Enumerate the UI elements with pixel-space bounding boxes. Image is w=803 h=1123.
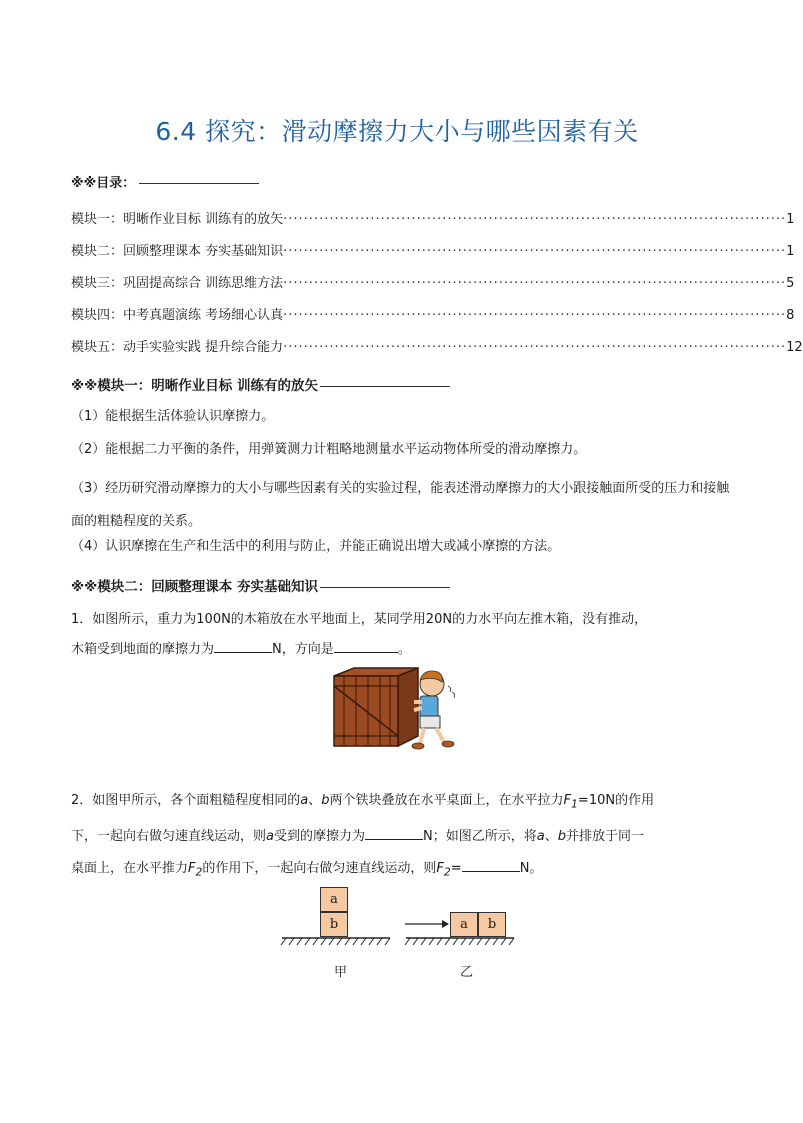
var-f2: $F_2$ xyxy=(188,860,203,879)
answer-blank-direction[interactable] xyxy=(334,638,398,653)
answer-blank-f2[interactable] xyxy=(462,857,520,872)
question-1-text: N，方向是 xyxy=(272,642,334,657)
toc-heading-text: ※※目录： xyxy=(71,176,136,191)
question-2-text: N。 xyxy=(519,860,543,876)
goal-1: （1）能根据生活体验认识摩擦力。 xyxy=(71,409,275,424)
module2-heading xyxy=(71,575,450,595)
blocks-figure xyxy=(280,885,520,980)
question-2-text: 两个铁块叠放在水平桌面上，在水平拉力 xyxy=(329,793,564,808)
figure-label-yi: 乙 xyxy=(460,965,474,980)
goal-2: （2）能根据二力平衡的条件，用弹簧测力计粗略地测量水平运动物体所受的滑动摩擦力。 xyxy=(71,442,587,457)
var-f2: $F_2$ xyxy=(436,860,451,879)
question-2-text: 的作用下，一起向右做匀速直线运动，则 xyxy=(202,860,437,876)
toc-heading-rule xyxy=(139,183,259,184)
toc-leader: ·································································································· xyxy=(283,244,787,259)
question-2-line-1 xyxy=(71,785,731,821)
ground-left xyxy=(280,937,392,947)
goal-3: （3）经历研究滑动摩擦力的大小与哪些因素有关的实验过程，能表述滑动摩擦力的大小跟接触面所受的压力和接触面的粗糙程度的关系。 xyxy=(71,481,730,529)
question-2-text: =10N的作用 xyxy=(577,793,655,808)
module1-heading-rule xyxy=(320,386,450,387)
toc-item-label: 模块二：回顾整理课本 夯实基础知识 xyxy=(71,244,284,259)
question-2 xyxy=(71,785,731,888)
question-1-text: 木箱受到地面的摩擦力为 xyxy=(71,642,215,657)
question-2-text: = xyxy=(450,860,462,876)
toc-item-label: 模块五：动手实验实践 提升综合能力 xyxy=(71,340,284,355)
block-a-stacked: a xyxy=(320,887,348,912)
question-2-line-3 xyxy=(71,853,731,889)
question-2-text: 2．如图甲所示，各个面粗糙程度相同的 xyxy=(71,793,301,808)
question-2-text: 、 xyxy=(308,793,322,808)
page-title: 6.4 探究：滑动摩擦力大小与哪些因素有关 xyxy=(155,117,639,146)
question-1-line-1: 1．如图所示，重力为100N的木箱放在水平地面上，某同学用20N的力水平向左推木箱，没有推动， xyxy=(71,612,648,627)
question-2-line-2 xyxy=(71,821,731,853)
toc-leader: ·································································································· xyxy=(283,340,787,355)
question-2-text: 并排放于同一 xyxy=(565,828,644,844)
question-1-line-2 xyxy=(71,635,731,665)
toc-item-page: 1 xyxy=(786,212,795,227)
block-b-side: b xyxy=(478,912,506,937)
toc-item-label: 模块四：中考真题演练 考场细心认真 xyxy=(71,308,284,323)
answer-blank-friction[interactable] xyxy=(214,638,272,653)
toc-item-4[interactable] xyxy=(71,304,795,323)
toc-item-page: 12 xyxy=(786,340,803,355)
question-2-text: 受到的摩擦力为 xyxy=(273,828,365,844)
toc-leader: ·································································································· xyxy=(283,276,787,291)
block-b-stacked: b xyxy=(320,912,348,937)
toc-item-3[interactable] xyxy=(71,272,795,291)
toc-heading xyxy=(71,172,259,191)
var-f1: $F_1$ xyxy=(563,793,578,811)
push-arrow xyxy=(404,919,450,929)
goal-4: （4）认识摩擦在生产和生活中的利用与防止，并能正确说出增大或减小摩擦的方法。 xyxy=(71,539,561,554)
question-2-text: 、 xyxy=(544,828,558,844)
block-a-side: a xyxy=(450,912,478,937)
toc-item-page: 5 xyxy=(786,276,795,291)
ground-right xyxy=(404,937,516,947)
var-b: b xyxy=(321,793,330,808)
boy-pushing-crate-figure xyxy=(328,664,468,750)
toc-item-2[interactable] xyxy=(71,240,795,259)
toc-leader: ·································································································· xyxy=(283,212,787,227)
var-a: a xyxy=(536,828,545,844)
toc-item-page: 1 xyxy=(786,244,795,259)
module1-heading xyxy=(71,374,450,394)
module2-heading-rule xyxy=(320,587,450,588)
toc-item-5[interactable] xyxy=(71,336,803,355)
var-b: b xyxy=(557,828,566,844)
var-a: a xyxy=(300,793,309,808)
question-1-text: 。 xyxy=(397,642,411,657)
question-2-text: 下，一起向右做匀速直线运动，则 xyxy=(71,828,267,844)
wooden-crate xyxy=(334,668,418,746)
module1-heading-text: ※※模块一：明晰作业目标 训练有的放矢 xyxy=(71,378,318,394)
toc-leader: ·································································································· xyxy=(283,308,787,323)
var-a: a xyxy=(266,828,274,844)
toc-item-label: 模块一：明晰作业目标 训练有的放矢 xyxy=(71,212,284,227)
question-1 xyxy=(71,605,731,665)
toc-item-1[interactable] xyxy=(71,208,795,227)
answer-blank-friction-a[interactable] xyxy=(365,825,423,840)
question-2-text: 桌面上，在水平推力 xyxy=(71,860,189,876)
question-2-text: N；如图乙所示，将 xyxy=(423,828,537,844)
toc-item-label: 模块三：巩固提高综合 训练思维方法 xyxy=(71,276,284,291)
figure-label-jia: 甲 xyxy=(334,965,348,980)
toc-item-page: 8 xyxy=(786,308,795,323)
module2-heading-text: ※※模块二：回顾整理课本 夯实基础知识 xyxy=(71,579,318,595)
